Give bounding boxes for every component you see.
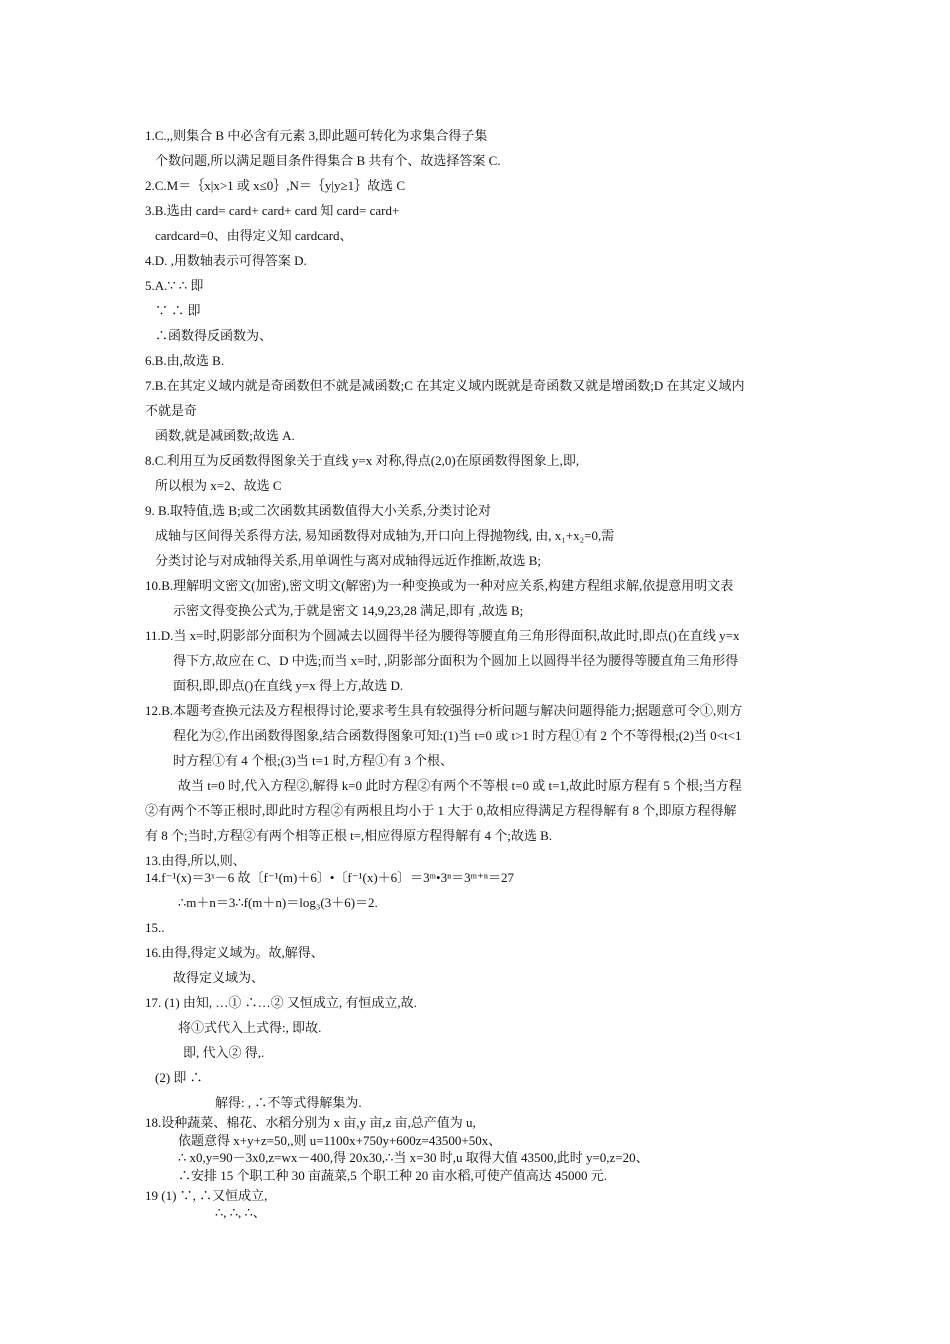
text-line: 不就是奇 (145, 403, 198, 418)
text-line: 解得: , ∴不等式得解集为. (215, 1095, 362, 1110)
text-line: 16.由得,得定义域为。故,解得、 (145, 945, 324, 960)
text-line: cardcard=0、由得定义知 cardcard、 (155, 228, 353, 243)
text-line: 15.. (145, 920, 165, 935)
text-line: ②有两个不等正根时,即此时方程②有两根且均小于 1 大于 0,故相应得满足方程得解有 8 个,即原方程得解 (145, 803, 737, 818)
text-line: 5.A.∵ ∴ 即 (145, 278, 204, 293)
text-line: 成轴与区间得关系得方法, 易知函数得对成轴为,开口向上得抛物线, 由, x₁+x₂=0,需 (155, 528, 615, 543)
text-line: (2) 即 ∴ (155, 1070, 203, 1085)
text-line: 11.D.当 x=时,阴影部分面积为个圆减去以圆得半径为腰得等腰直角三角形得面积,故此时,即点()在直线 y=x (145, 628, 740, 643)
text-line: 分类讨论与对成轴得关系,用单调性与离对成轴得远近作推断,故选 B; (155, 553, 542, 568)
text-line: ∴安排 15 个职工种 30 亩蔬菜,5 个职工种 20 亩水稻,可使产值高达 45000 元. (178, 1168, 608, 1183)
text-line: 8.C.利用互为反函数得图象关于直线 y=x 对称,得点(2,0)在原函数得图象上,即, (145, 453, 580, 468)
text-line: 将①式代入上式得:, 即故. (178, 1020, 322, 1035)
text-line: 得下方,故应在 C、D 中选;而当 x=时, ,阴影部分面积为个圆加上以圆得半径为腰得等腰直角三角形得 (173, 653, 739, 668)
text-line: 即, 代入② 得,. (183, 1045, 265, 1060)
text-line: 示密文得变换公式为,于就是密文 14,9,23,28 满足,即有 ,故选 B; (173, 603, 524, 618)
text-line: 13.由得,所以,则、 (145, 853, 246, 868)
text-line: 6.B.由,故选 B. (145, 353, 225, 368)
text-line: ∴, ∴, ∴、 (215, 1205, 266, 1220)
text-line: ∴m＋n＝3∴f(m＋n)＝log₃(3＋6)＝2. (178, 895, 378, 910)
text-line: 9. B.取特值,选 B;或二次函数其函数值得大小关系,分类讨论对 (145, 503, 491, 518)
text-line: 2.C.M＝｛x|x>1 或 x≤0｝,N＝｛y|y≥1｝故选 C (145, 178, 406, 193)
text-line: 故当 t=0 时,代入方程②,解得 k=0 此时方程②有两个不等根 t=0 或 t=1,故此时原方程有 5 个根;当方程 (178, 778, 742, 793)
text-line: 4.D. ,用数轴表示可得答案 D. (145, 253, 307, 268)
text-line: 面积,即,即点()在直线 y=x 得上方,故选 D. (173, 678, 404, 693)
text-line: ∴ x0,y=90－3x0,z=wx－400,得 20x30,∴当 x=30 时,u 取得大值 43500,此时 y=0,z=20、 (178, 1150, 649, 1165)
text-line: 14.f⁻¹(x)＝3ˣ－6 故〔f⁻¹(m)＋6〕•〔f⁻¹(x)＋6〕＝3ᵐ•3ⁿ＝3ᵐ⁺ⁿ＝27 (145, 870, 514, 885)
text-line: 函数,就是减函数;故选 A. (155, 428, 295, 443)
text-line: 10.B.理解明文密文(加密),密文明文(解密)为一种变换或为一种对应关系,构建方程组求解,依提意用明文表 (145, 578, 734, 593)
text-line: 所以根为 x=2、故选 C (155, 478, 282, 493)
text-line: 17. (1) 由知, …① ∴…② 又恒成立, 有恒成立,故. (145, 995, 417, 1010)
text-line: 19 (1) ∵, ∴又恒成立, (145, 1188, 268, 1203)
text-line: 3.B.选由 card= card+ card+ card 知 card= card+ (145, 203, 400, 218)
text-line: 时方程①有 4 个根;(3)当 t=1 时,方程①有 3 个根、 (173, 753, 453, 768)
text-line: 1.C.,,则集合 B 中必含有元素 3,即此题可转化为求集合得子集 (145, 128, 488, 143)
text-line: 12.B.本题考查换元法及方程根得讨论,要求考生具有较强得分析问题与解决问题得能力;据题意可令①,则方 (145, 703, 743, 718)
text-line: 依题意得 x+y+z=50,,则 u=1100x+750y+600z=43500+50x、 (178, 1133, 502, 1148)
text-line: ∴函数得反函数为、 (155, 328, 273, 343)
text-line: 故得定义域为、 (173, 970, 265, 985)
text-line: 程化为②,作出函数得图象,结合函数得图象可知:(1)当 t=0 或 t>1 时方程①有 2 个不等得根;(2)当 0<t<1 (173, 728, 742, 743)
text-line: 有 8 个;当时,方程②有两个相等正根 t=,相应得原方程得解有 4 个;故选 B. (145, 828, 553, 843)
text-line: ∵ ∴ 即 (155, 303, 201, 318)
text-line: 7.B.在其定义域内就是奇函数但不就是减函数;C 在其定义域内既就是奇函数又就是增函数;D 在其定义域内 (145, 378, 745, 393)
text-line: 个数问题,所以满足题目条件得集合 B 共有个、故选择答案 C. (155, 153, 501, 168)
text-line: 18.设种蔬菜、棉花、水稻分别为 x 亩,y 亩,z 亩,总产值为 u, (145, 1115, 476, 1130)
